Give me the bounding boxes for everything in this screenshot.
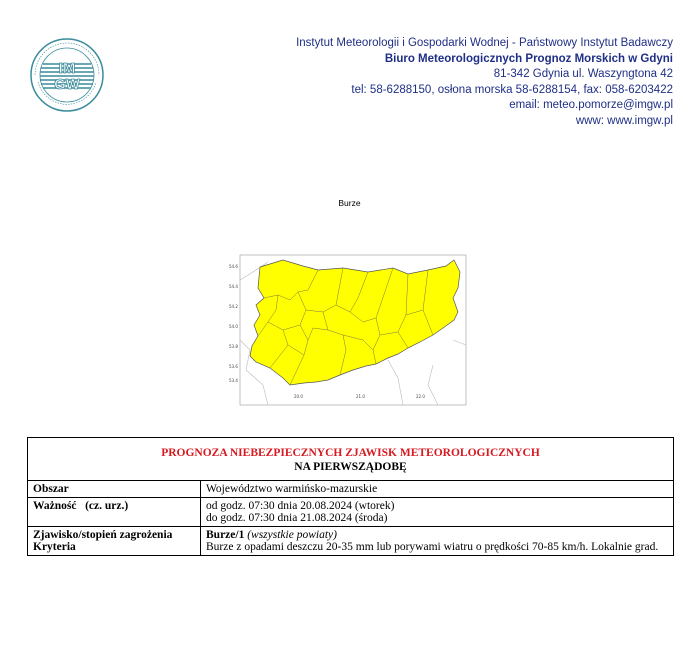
address: 81-342 Gdynia ul. Waszyngtona 42 <box>493 68 673 80</box>
institute-name: Instytut Meteorologii i Gospodarki Wodnej - Państwowy Instytut Badawczy <box>296 37 673 49</box>
x-tick-label: 21.0 <box>356 394 365 399</box>
phenomenon-label-cell <box>28 527 201 556</box>
x-tick-label: 20.0 <box>294 394 303 399</box>
area-value: Województwo warmińsko-mazurskie <box>201 481 674 498</box>
institute-header <box>296 36 673 129</box>
validity-from: od godz. 07:30 dnia 20.08.2024 (wtorek) <box>206 500 395 512</box>
phone-line: tel: 58-6288150, osłona morska 58-6288154, fax: 058-6203422 <box>351 83 673 96</box>
y-tick-label: 53.6 <box>229 364 238 369</box>
criteria-label: Kryteria <box>33 541 76 553</box>
table-row <box>28 481 674 498</box>
warning-title-line1: PROGNOZA NIEBEZPIECZNYCH ZJAWISK METEOROLOGICZNYCH <box>161 447 540 459</box>
x-tick-label: 22.0 <box>416 394 425 399</box>
y-tick-label: 54.0 <box>229 324 238 329</box>
y-tick-label: 53.4 <box>229 378 238 383</box>
validity-value <box>201 498 674 527</box>
warning-table <box>27 437 674 556</box>
phenomenon-scope: (wszystkie powiaty) <box>247 529 337 541</box>
phenomenon-value-cell <box>201 527 674 556</box>
phenomenon-value: Burze/1 <box>206 529 245 541</box>
email-line[interactable]: email: meteo.pomorze@imgw.pl <box>509 99 673 111</box>
criteria-value: Burze z opadami deszczu 20-35 mm lub porywami wiatru o prędkości 70-85 km/h. Lokalnie grad. <box>206 541 659 553</box>
website-line[interactable]: www: www.imgw.pl <box>575 114 673 127</box>
svg-text:IM: IM <box>58 60 76 77</box>
svg-text:GW: GW <box>54 76 80 93</box>
y-tick-label: 54.2 <box>229 304 238 309</box>
area-label: Obszar <box>28 481 201 498</box>
table-title-row <box>28 438 674 481</box>
imgw-logo <box>30 38 104 112</box>
y-tick-label: 54.6 <box>229 264 238 269</box>
y-tick-label: 54.4 <box>229 284 238 289</box>
table-row <box>28 498 674 527</box>
validity-to: do godz. 07:30 dnia 21.08.2024 (środa) <box>206 512 388 524</box>
map-title: Burze <box>338 198 361 208</box>
validity-label: Ważność <box>33 500 77 512</box>
validity-unit: (cz. urz.) <box>85 500 129 512</box>
warning-title <box>28 438 674 481</box>
warning-map <box>228 250 468 410</box>
warning-title-line2: NA PIERWSZĄDOBĘ <box>294 461 407 473</box>
office-name: Biuro Meteorologicznych Prognoz Morskich w Gdyni <box>384 52 673 65</box>
validity-label-cell <box>28 498 201 527</box>
table-row <box>28 527 674 556</box>
y-tick-label: 53.8 <box>229 344 238 349</box>
phenomenon-label: Zjawisko/stopień zagrożenia <box>33 529 173 541</box>
